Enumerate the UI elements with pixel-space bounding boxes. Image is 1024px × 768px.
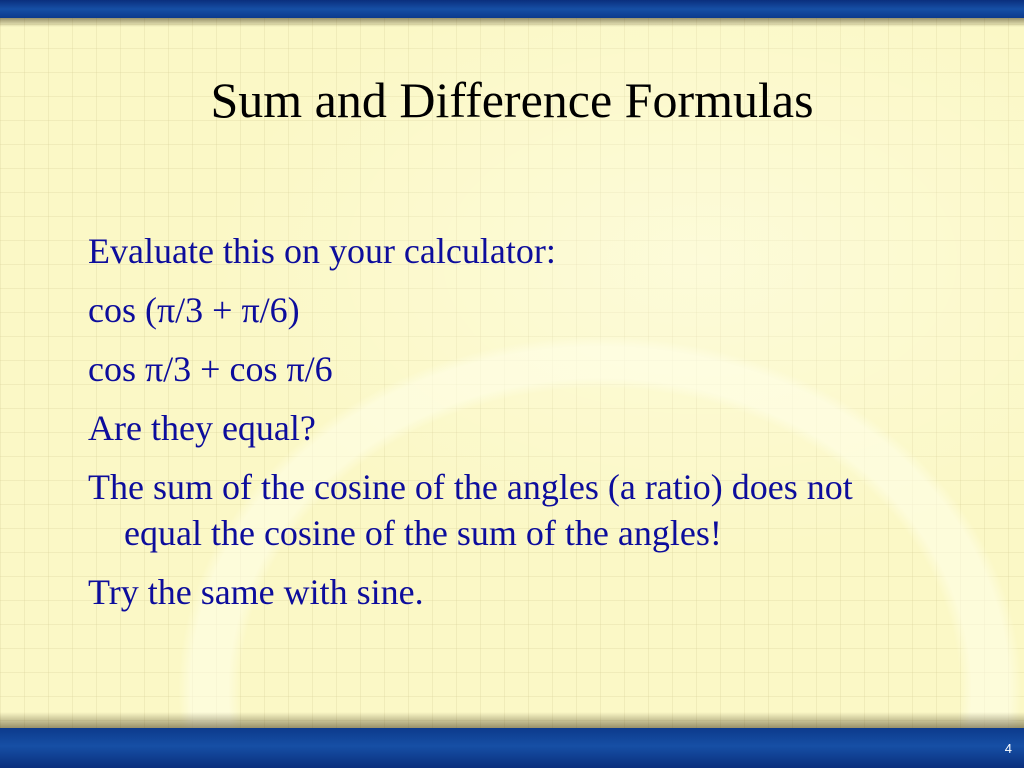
body-line-question: Are they equal? (88, 408, 316, 448)
slide-title: Sum and Difference Formulas (210, 72, 814, 128)
body-line-try-sine: Try the same with sine. (88, 572, 424, 612)
top-bar-shadow (0, 18, 1024, 27)
slide-body (88, 228, 938, 628)
bottom-footer-bar (0, 728, 1024, 768)
body-line-cos-sum-angle: cos (π/3 + π/6) (88, 290, 300, 330)
slide-page-number: 4 (1004, 741, 1012, 756)
bottom-bar-shadow (0, 712, 1024, 728)
body-line-explanation: The sum of the cosine of the angles (a ratio) does not equal the cosine of the sum of the angles! (88, 467, 853, 553)
body-line-evaluate: Evaluate this on your calculator: (88, 231, 556, 271)
body-line-sum-of-cosines: cos π/3 + cos π/6 (88, 349, 333, 389)
top-header-bar (0, 0, 1024, 18)
